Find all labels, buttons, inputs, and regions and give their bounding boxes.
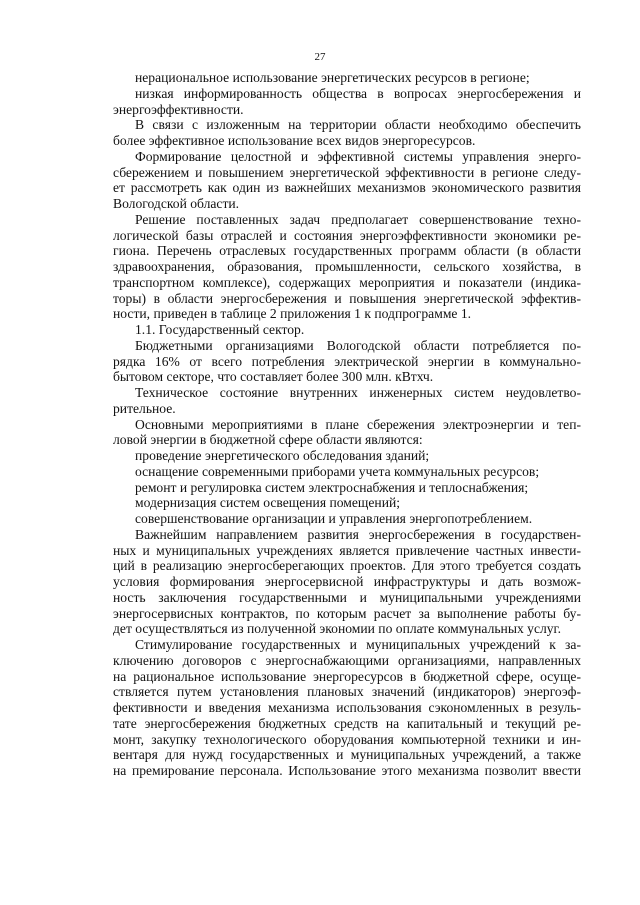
text-line: тате энергосбережения бюджетных средств на капитальный и текущий ре- xyxy=(113,715,581,731)
text-line: энергосервисных контрактов, по которым расчет за выполнение работы бу- xyxy=(113,605,581,621)
text-line: логической базы отраслей и состояния энергоэффективности экономики ре- xyxy=(113,227,581,243)
text-line: на премирование персонала. Использование этого механизма позволит ввести xyxy=(113,763,581,778)
text-line: на рациональное использование энергоресурсов в бюджетной сфере, осуще- xyxy=(113,668,581,684)
text-line: дет осуществляться из полученной экономии по оплате коммунальных услуг. xyxy=(113,621,562,637)
text-line: нерациональное использование энергетических ресурсов в регионе; xyxy=(135,70,530,85)
text-line: В связи с изложенным на территории области необходимо обеспечить xyxy=(135,117,581,133)
text-line: Техническое состояние внутренних инженерных систем неудовлетво- xyxy=(135,385,581,400)
text-line: энергоэффективности. xyxy=(113,101,244,117)
text-line: ности, приведен в таблице 2 приложения 1 к подпрограмме 1. xyxy=(113,306,472,322)
text-line: торы) в области энергосбережения и повышения энергетической эффектив- xyxy=(113,290,581,306)
list-item: ремонт и регулировка систем электроснабжения и теплоснабжения; xyxy=(135,479,529,495)
text-line: рительное. xyxy=(113,400,176,416)
text-line: ций в реализацию энергосберегающих проектов. Для этого требуется создать xyxy=(113,558,581,574)
text-line: ствляется путем установления плановых значений (индикаторов) энергоэф- xyxy=(113,684,581,700)
list-item: оснащение современными приборами учета коммунальных ресурсов; xyxy=(135,463,540,479)
text-line: гиона. Перечень отраслевых государственных программ области (в области xyxy=(113,243,581,259)
text-line: транспортном комплексе), содержащих мероприятия и показатели (индика- xyxy=(113,274,581,290)
text-line: ность заключения государственными и муниципальными учреждениями xyxy=(113,589,581,605)
text-line: Вологодской области. xyxy=(113,196,240,211)
text-line: бытовом секторе, что составляет более 300 млн. кВтхч. xyxy=(113,369,434,385)
text-line: сбережением и повышением энергетической эффективности в регионе следу- xyxy=(113,164,581,180)
list-item: совершенствование организации и управления энергопотреблением. xyxy=(135,511,533,526)
list-item: проведение энергетического обследования зданий; xyxy=(135,448,430,463)
page-number: 27 xyxy=(314,51,326,63)
text-line: низкая информированность общества в вопросах энергосбережения и xyxy=(135,85,581,101)
text-line: Решение поставленных задач предполагает совершенствование техно- xyxy=(135,211,581,227)
text-line: ключению договоров с энергоснабжающими организациями, направленных xyxy=(113,652,581,668)
text-line: ных и муниципальных учреждениях является привлечение частных инвести- xyxy=(113,542,581,558)
text-line: фективности и введения механизма использования сэкономленных в резуль- xyxy=(113,700,581,715)
text-line: условия формирования энергосервисной инфраструктуры и дать возмож- xyxy=(113,574,581,589)
text-line: Стимулирование государственных и муниципальных учреждений к за- xyxy=(135,637,581,652)
text-line: рядка 16% от всего потребления электрической энергии в коммунально- xyxy=(113,353,581,369)
text-line: более эффективное использование всех видов энергоресурсов. xyxy=(113,133,476,148)
text-line: Основными мероприятиями в плане сбережения электроэнергии и теп- xyxy=(135,416,581,432)
text-line: Формирование целостной и эффективной системы управления энерго- xyxy=(135,148,581,164)
text-line: Важнейшим направлением развития энергосбережения в государствен- xyxy=(135,526,581,542)
text-line: ловой энергии в бюджетной сфере области являются: xyxy=(113,432,423,448)
list-item: модернизация систем освещения помещений; xyxy=(135,495,401,511)
text-line: Бюджетными организациями Вологодской области потребляется по- xyxy=(135,337,581,353)
text-line: монт, закупку технологического оборудования компьютерной техники и ин- xyxy=(113,731,581,747)
body-text xyxy=(113,70,581,779)
text-line: вентаря для нужд государственных и муниципальных учреждений, а также xyxy=(113,747,581,763)
text-line: здравоохранения, образования, промышленности, сельского хозяйства, в xyxy=(113,259,581,274)
text-line: ет рассмотреть как один из важнейших механизмов экономического развития xyxy=(113,180,581,196)
section-heading: 1.1. Государственный сектор. xyxy=(135,322,305,337)
